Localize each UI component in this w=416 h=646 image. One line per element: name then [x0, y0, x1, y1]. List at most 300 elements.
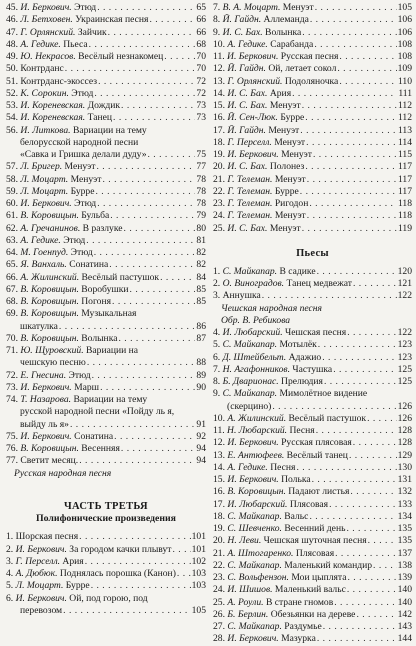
- leader-dots: [118, 333, 195, 345]
- entry-title: 6. Д. Штейбельт. Адажио: [213, 351, 322, 363]
- pieces-heading: Пьесы: [296, 247, 329, 259]
- page-number: 111: [398, 87, 412, 99]
- toc-entry: [213, 174, 412, 186]
- entry-composer: И. Беркович.: [20, 430, 72, 442]
- toc-entry: [6, 198, 206, 210]
- entry-title: 69. В. Коровицын. Музыкальная: [6, 308, 137, 320]
- entry-title: 66. А. Жилинский. Весёлый пастушок: [6, 271, 160, 283]
- leader-dots: [317, 266, 397, 278]
- toc-entry: [213, 425, 412, 437]
- toc-entry: [6, 223, 206, 235]
- toc-entry: [213, 450, 412, 462]
- entry-composer: И. Беркович.: [227, 51, 279, 62]
- entry-title: 10. А. Жилинский. Весёлый пастушок: [213, 412, 367, 424]
- leader-dots: [102, 174, 195, 186]
- leader-dots: [315, 2, 397, 14]
- entry-composer: А. Гедике.: [227, 38, 268, 50]
- toc-entry: [213, 327, 412, 339]
- entry-composer: Ю. Некрасов.: [20, 51, 76, 62]
- entry-title: 4. А. Дюбюк. Поднялась порошка (Канон): [6, 568, 176, 579]
- entry-composer: И. Кореневская.: [20, 100, 86, 111]
- page-number: 123: [397, 351, 412, 363]
- entry-title: 24. И. Шишов. Маленький вальс: [213, 584, 346, 596]
- page-number: 94: [196, 455, 206, 467]
- page-number: 133: [397, 498, 412, 510]
- entry-title: 72. Е. Гнесина. Этюд: [6, 369, 91, 381]
- page-number: 94: [196, 443, 206, 454]
- entry-composer: Л. Бригер.: [20, 161, 63, 173]
- page-number: 126: [397, 400, 412, 412]
- leader-dots: [307, 174, 397, 186]
- entry-title: 48. А. Гедике. Пьеса: [6, 38, 88, 50]
- toc-entry: [6, 27, 206, 39]
- toc-entry: [213, 376, 412, 388]
- toc-entry: [6, 382, 206, 394]
- toc-entry: [213, 125, 412, 137]
- toc-entry: [213, 186, 412, 198]
- entry-composer: И. С. Бах.: [227, 100, 268, 111]
- leader-dots: [124, 223, 196, 235]
- toc-entry: [213, 27, 412, 39]
- page-number: 143: [397, 621, 412, 632]
- page-number: 70: [196, 51, 206, 62]
- entry-composer: И. Любарский.: [227, 498, 288, 510]
- page-number: 122: [397, 327, 412, 338]
- entry-composer: А. Жилинский.: [227, 412, 287, 424]
- entry-title: белорусской народной песни: [20, 136, 139, 148]
- leader-dots: [59, 321, 195, 333]
- entry-title: «Савка и Гришка делали дуду»: [20, 149, 147, 160]
- page-number: 79: [196, 210, 206, 222]
- page-number: 132: [397, 486, 412, 498]
- entry-composer: С. Майкапар.: [222, 339, 278, 351]
- entry-composer: И. Беркович.: [20, 2, 72, 13]
- toc-entry: [6, 259, 206, 271]
- entry-composer: И. Беркович.: [227, 149, 279, 160]
- page-number: 108: [397, 38, 412, 50]
- entry-composer: Й. Гайдн.: [227, 63, 266, 75]
- leader-dots: [108, 27, 196, 39]
- leader-dots: [329, 499, 397, 511]
- entry-title: шкатулка: [20, 320, 58, 332]
- entry-title: 57. Л. Бригер. Менуэт: [6, 161, 96, 173]
- page-number: 123: [397, 339, 412, 351]
- page-number: 103: [191, 580, 206, 592]
- entry-composer: Л. Моцарт.: [20, 185, 69, 197]
- entry-title: 2. О. Виноградов. Танец медвежат: [213, 278, 352, 289]
- page-number: 119: [397, 222, 412, 234]
- page-number: 134: [397, 510, 412, 522]
- page-number: 108: [397, 51, 412, 62]
- page-number: 106: [397, 14, 412, 26]
- page-number: 82: [196, 247, 206, 258]
- entry-composer: В. Коровицын.: [20, 332, 79, 344]
- entry-composer: Б. Дварионас.: [222, 376, 279, 387]
- toc-entry: [6, 161, 206, 173]
- page-number: 84: [196, 271, 206, 283]
- toc-entry: [6, 455, 206, 467]
- toc-entry: [213, 548, 412, 560]
- entry-composer: Г. Орлянский.: [227, 75, 283, 87]
- page-number: 103: [191, 568, 206, 579]
- page-number: 135: [397, 523, 412, 534]
- page-number: 144: [397, 633, 412, 645]
- leader-dots: [130, 284, 196, 296]
- leader-dots: [262, 290, 397, 302]
- toc-entry: [213, 388, 412, 400]
- entry-composer: И. С. Бах.: [222, 26, 263, 38]
- entry-composer: И. Кореневская.: [20, 112, 86, 124]
- leader-dots: [86, 235, 195, 247]
- entry-title: 62. А. Гречанинов. В разлуке: [6, 222, 123, 234]
- toc-group-right-top: [213, 2, 412, 235]
- page-number: 140: [397, 584, 412, 596]
- toc-entry: [213, 14, 412, 26]
- page-number: 140: [397, 596, 412, 608]
- entry-title: 54. И. Кореневская. Танец: [6, 112, 113, 124]
- entry-title: 77. Светит месяц.: [6, 455, 79, 467]
- page-number: 85: [196, 296, 206, 307]
- entry-title: 74. Т. Назарова. Вариации на тему: [6, 394, 148, 405]
- entry-composer: Н. Агафонников.: [222, 363, 290, 375]
- toc-entry: [213, 112, 412, 124]
- toc-entry: [6, 580, 206, 592]
- leader-dots: [339, 76, 397, 88]
- toc-entry: [213, 437, 412, 449]
- page-number: 81: [196, 234, 206, 246]
- entry-composer: В. Коровицын.: [20, 210, 79, 222]
- entry-composer: А. Жилинский.: [20, 271, 80, 283]
- toc-entry: [213, 560, 412, 572]
- page-number: 72: [196, 87, 206, 99]
- entry-title: 1. С. Майкапар. В садике: [213, 265, 316, 277]
- entry-composer: А. Штогаренко.: [227, 547, 294, 559]
- page-number: 125: [397, 376, 412, 387]
- leader-dots: [346, 523, 396, 535]
- entry-title: 17. Й. Гайдн. Менуэт: [213, 124, 300, 136]
- leader-dots: [164, 51, 195, 63]
- entry-composer: Г. Телеман.: [227, 198, 273, 209]
- leader-dots: [97, 198, 195, 210]
- leader-dots: [309, 198, 397, 210]
- leader-dots: [322, 352, 396, 364]
- leader-dots: [323, 621, 397, 633]
- leader-dots: [89, 39, 196, 51]
- entry-composer: С. Майкапар.: [227, 559, 282, 571]
- leader-dots: [373, 560, 397, 572]
- leader-dots: [314, 39, 396, 51]
- leader-dots: [305, 161, 397, 173]
- toc-entry: [6, 51, 206, 63]
- entry-composer: И. Беркович.: [15, 543, 67, 555]
- toc-entry: [213, 572, 412, 584]
- toc-entry: [213, 339, 412, 351]
- entry-title: русской народной песни «Пойду ль я,: [20, 406, 175, 418]
- leader-dots: [333, 364, 396, 376]
- leader-dots: [114, 431, 195, 443]
- entry-title: выйду ль я»: [20, 418, 69, 430]
- entry-title: 46. Л. Бетховен. Украинская песня: [6, 14, 149, 26]
- entry-composer: Й. Гайдн.: [222, 14, 262, 26]
- entry-title: 11. И. Беркович. Русская песня: [213, 51, 339, 62]
- leader-dots: [121, 100, 195, 112]
- leader-dots: [317, 633, 397, 645]
- toc-group-left-middle: [6, 161, 206, 308]
- entry-title: 73. И. Беркович. Марш: [6, 381, 100, 393]
- leader-dots: [312, 474, 397, 486]
- toc-entry: [6, 345, 206, 357]
- entry-composer: С. Майкапар.: [227, 510, 282, 522]
- leader-dots: [149, 14, 195, 26]
- entry-composer: И. Литкова.: [20, 124, 71, 136]
- entry-title: 58. Л. Моцарт. Менуэт: [6, 173, 102, 185]
- entry-composer: Д. Штейбельт.: [222, 351, 287, 363]
- toc-entry-56: [6, 125, 206, 162]
- leader-dots: [94, 247, 196, 259]
- entry-title: 18. Г. Перселл. Менуэт: [213, 136, 306, 148]
- leader-dots: [296, 462, 396, 474]
- toc-entry: [6, 357, 206, 369]
- toc-group-pieces-c: [213, 413, 412, 646]
- toc-entry: [6, 112, 206, 124]
- entry-title: 22. С. Майкапар. Маленький командир: [213, 559, 373, 571]
- leader-dots: [350, 486, 396, 498]
- entry-composer: Н. Любарский.: [227, 425, 288, 436]
- toc-entry: [6, 2, 206, 14]
- toc-entry: [213, 290, 412, 302]
- page-number: 110: [397, 75, 412, 87]
- toc-entry: [213, 401, 412, 413]
- entry-title: 5. С. Майкапар. Мотылёк: [213, 339, 317, 351]
- toc-entry: [213, 161, 412, 173]
- entry-title: 13. Е. Антюфеев. Весёлый танец: [213, 449, 348, 461]
- toc-entry: [6, 88, 206, 100]
- toc-entry: [213, 137, 412, 149]
- toc-entry: [6, 76, 206, 88]
- leader-dots: [334, 597, 396, 609]
- entry-composer: И. Шишов.: [227, 584, 273, 596]
- page-number: 90: [196, 381, 206, 393]
- leader-dots: [306, 137, 397, 149]
- toc-entry: [213, 100, 412, 112]
- entry-title: 60. И. Беркович. Этюд: [6, 198, 97, 209]
- toc-entry: [6, 247, 206, 259]
- entry-composer: И. Беркович.: [20, 381, 72, 393]
- leader-dots: [310, 14, 397, 26]
- page-number: 135: [397, 535, 412, 547]
- entry-composer: С. Майкапар.: [222, 265, 278, 277]
- toc-group-left-bottom: [6, 431, 206, 468]
- leader-dots: [353, 278, 397, 290]
- toc-entry: [213, 352, 412, 364]
- entry-title: 76. В. Коровицын. Весенняя: [6, 443, 120, 454]
- entry-composer: И. С. Бах.: [227, 161, 268, 173]
- entry-title: 25. И. С. Бах. Менуэт: [213, 222, 301, 234]
- entry-title: 20. Н. Леви. Чешская шуточная песня: [213, 535, 367, 547]
- page-number: 80: [196, 222, 206, 234]
- toc-entry: [213, 462, 412, 474]
- page-number: 131: [397, 474, 412, 485]
- entry-title: 21. Г. Телеман. Менуэт: [213, 173, 306, 185]
- page-number: 78: [196, 198, 206, 209]
- entry-title: 6. И. Беркович. Ой, под горою, под: [6, 592, 148, 604]
- entry-title: 65. Я. Ванхаль. Сонатина: [6, 259, 109, 271]
- entry-title: 24. Г. Телеман. Менуэт: [213, 210, 306, 222]
- entry-title: 7. В. А. Моцарт. Менуэт: [213, 2, 314, 13]
- entry-composer: Г. Телеман.: [227, 185, 273, 197]
- toc-entry: [6, 210, 206, 222]
- toc-entry: [6, 308, 206, 320]
- toc-entry: [6, 419, 206, 431]
- toc-right-column: [213, 2, 412, 646]
- entry-composer: К. Сорокин.: [20, 87, 69, 99]
- entry-title: 23. Г. Телеман. Ригодон: [213, 198, 309, 209]
- entry-composer: А. Роули.: [227, 596, 264, 608]
- toc-entry-pieces-9: [213, 388, 412, 413]
- toc-entry: [6, 431, 206, 443]
- entry-title: 61. В. Коровицын. Бульба: [6, 210, 110, 222]
- page-number: 78: [196, 173, 206, 185]
- toc-entry: [213, 364, 412, 376]
- page-number: 128: [397, 425, 412, 436]
- entry-composer: В. Коровицын.: [20, 308, 79, 320]
- toc-entry: [6, 321, 206, 333]
- page-number: 92: [196, 430, 206, 442]
- toc-entry: [6, 370, 206, 382]
- toc-entry: [213, 223, 412, 235]
- toc-entry: [6, 186, 206, 198]
- toc-group-pieces-a: [213, 266, 412, 303]
- entry-composer: И. С. Бах.: [227, 87, 268, 99]
- toc-entry: [213, 51, 412, 63]
- leader-dots: [113, 112, 195, 124]
- toc-entry: [6, 14, 206, 26]
- toc-entry: [6, 137, 206, 149]
- entry-title: 64. М. Гоенпуд. Этюд: [6, 247, 93, 258]
- entry-title: 16. Й. Сен-Люк. Бурре: [213, 112, 305, 124]
- entry-title: 56. И. Литкова. Вариации на тему: [6, 124, 147, 136]
- toc-entry: [6, 531, 206, 543]
- entry-title: 52. К. Сорокин. Этюд: [6, 87, 94, 99]
- toc-entry: [6, 149, 206, 161]
- entry-composer: С. Майкапар.: [227, 621, 282, 632]
- page-number: 118: [397, 210, 412, 222]
- entry-title: 11. Н. Любарский. Песня: [213, 425, 315, 436]
- toc-entry: [6, 284, 206, 296]
- entry-title: перевозом: [20, 604, 63, 616]
- leader-dots: [70, 419, 195, 431]
- leader-dots: [112, 296, 195, 308]
- toc-entry-part3-6: [6, 593, 206, 618]
- leader-dots: [313, 149, 397, 161]
- page-number: 120: [397, 265, 412, 277]
- toc-entry: [213, 535, 412, 547]
- entry-composer: В. Коровицын.: [227, 486, 286, 498]
- toc-entry: [6, 333, 206, 345]
- entry-title: 4. И. Любарский. Чешская песня: [213, 327, 347, 338]
- leader-dots: [353, 437, 397, 449]
- toc-entry: [6, 406, 206, 418]
- leader-dots: [65, 63, 196, 75]
- leader-dots: [110, 210, 195, 222]
- entry-title: 15. И. С. Бах. Менуэт: [213, 100, 301, 111]
- entry-title: 10. А. Гедике. Сарабанда: [213, 38, 314, 50]
- leader-dots: [87, 357, 196, 369]
- entry-title: 2. И. Беркович. За городом качки плывут: [6, 543, 172, 555]
- entry-title: 8. Б. Дварионас. Прелюдия: [213, 376, 323, 387]
- leader-dots: [316, 425, 397, 437]
- entry-composer: В. Коровицын.: [20, 296, 79, 307]
- entry-title: 63. А. Гедике. Этюд: [6, 234, 86, 246]
- entry-composer: Е. Антюфеев.: [227, 449, 285, 461]
- entry-composer: Г. Орлянский.: [20, 26, 76, 38]
- page-number: 77: [196, 161, 206, 173]
- entry-title: 67. В. Коровицын. Воробушки: [6, 283, 129, 295]
- entry-title: 9. С. Майкапар. Мимолётное видение: [213, 388, 368, 400]
- entry-title: 14. А. Гедике. Песня: [213, 461, 296, 473]
- leader-dots: [109, 259, 195, 271]
- toc-entry: [213, 511, 412, 523]
- page-number: 66: [196, 14, 206, 26]
- toc-entry-70: [6, 333, 206, 345]
- toc-entry: [213, 486, 412, 498]
- page-number: 114: [397, 136, 412, 148]
- entry-composer: Й. Гайдн.: [227, 124, 266, 136]
- entry-composer: Г. Перселл.: [15, 555, 61, 567]
- entry-title: 5. Л. Моцарт. Бурре: [6, 580, 90, 592]
- entry-title: 28. И. Беркович. Мазурка: [213, 633, 316, 645]
- entry-composer: С. Шевченко.: [227, 523, 282, 534]
- entry-title: 15. И. Беркович. Полька: [213, 474, 311, 485]
- page-number: 115: [397, 149, 412, 160]
- entry-composer: И. Беркович.: [227, 633, 279, 645]
- entry-title: 14. И. С. Бах. Ария: [213, 87, 292, 99]
- part-three-heading: ЧАСТЬ ТРЕТЬЯ: [64, 500, 148, 512]
- toc-entry: [6, 605, 206, 617]
- page-number: 112: [397, 100, 412, 111]
- entry-title: 26. Б. Берлин. Обезьянки на дереве: [213, 608, 356, 620]
- page-number: 137: [397, 547, 412, 559]
- toc-entry: [6, 443, 206, 455]
- entry-composer: И. Беркович.: [227, 437, 279, 449]
- entry-composer: Й. Сен-Люк.: [227, 112, 278, 124]
- toc-note-russian-folk: Русская народная песня: [14, 467, 112, 479]
- leader-dots: [100, 382, 195, 394]
- page-number: 106: [397, 26, 412, 38]
- page-number: 142: [397, 608, 412, 620]
- entry-title: 25. А. Роули. В стране гномов: [213, 596, 334, 608]
- leader-dots: [349, 450, 397, 462]
- page-number: 125: [397, 363, 412, 375]
- toc-entry-71: [6, 345, 206, 370]
- page-number: 128: [397, 437, 412, 449]
- entry-title: чешскую песню: [20, 357, 86, 369]
- leader-dots: [300, 125, 397, 137]
- page-number: 113: [397, 124, 412, 136]
- leader-dots: [337, 63, 396, 75]
- entry-title: 47. Г. Орлянский. Зайчик: [6, 26, 107, 38]
- entry-composer: В. А. Моцарт.: [222, 2, 281, 13]
- toc-entry: [6, 556, 206, 568]
- entry-title: 19. С. Шевченко. Весенний день: [213, 523, 346, 534]
- entry-title: 68. В. Коровицын. Погоня: [6, 296, 112, 307]
- entry-composer: В. Коровицын.: [20, 283, 79, 295]
- toc-group-left-top: [6, 2, 206, 125]
- toc-entry: [213, 584, 412, 596]
- entry-title: (скерцино): [227, 400, 272, 412]
- entry-title: 22. Г. Телеман. Бурре: [213, 185, 299, 197]
- leader-dots: [91, 580, 191, 592]
